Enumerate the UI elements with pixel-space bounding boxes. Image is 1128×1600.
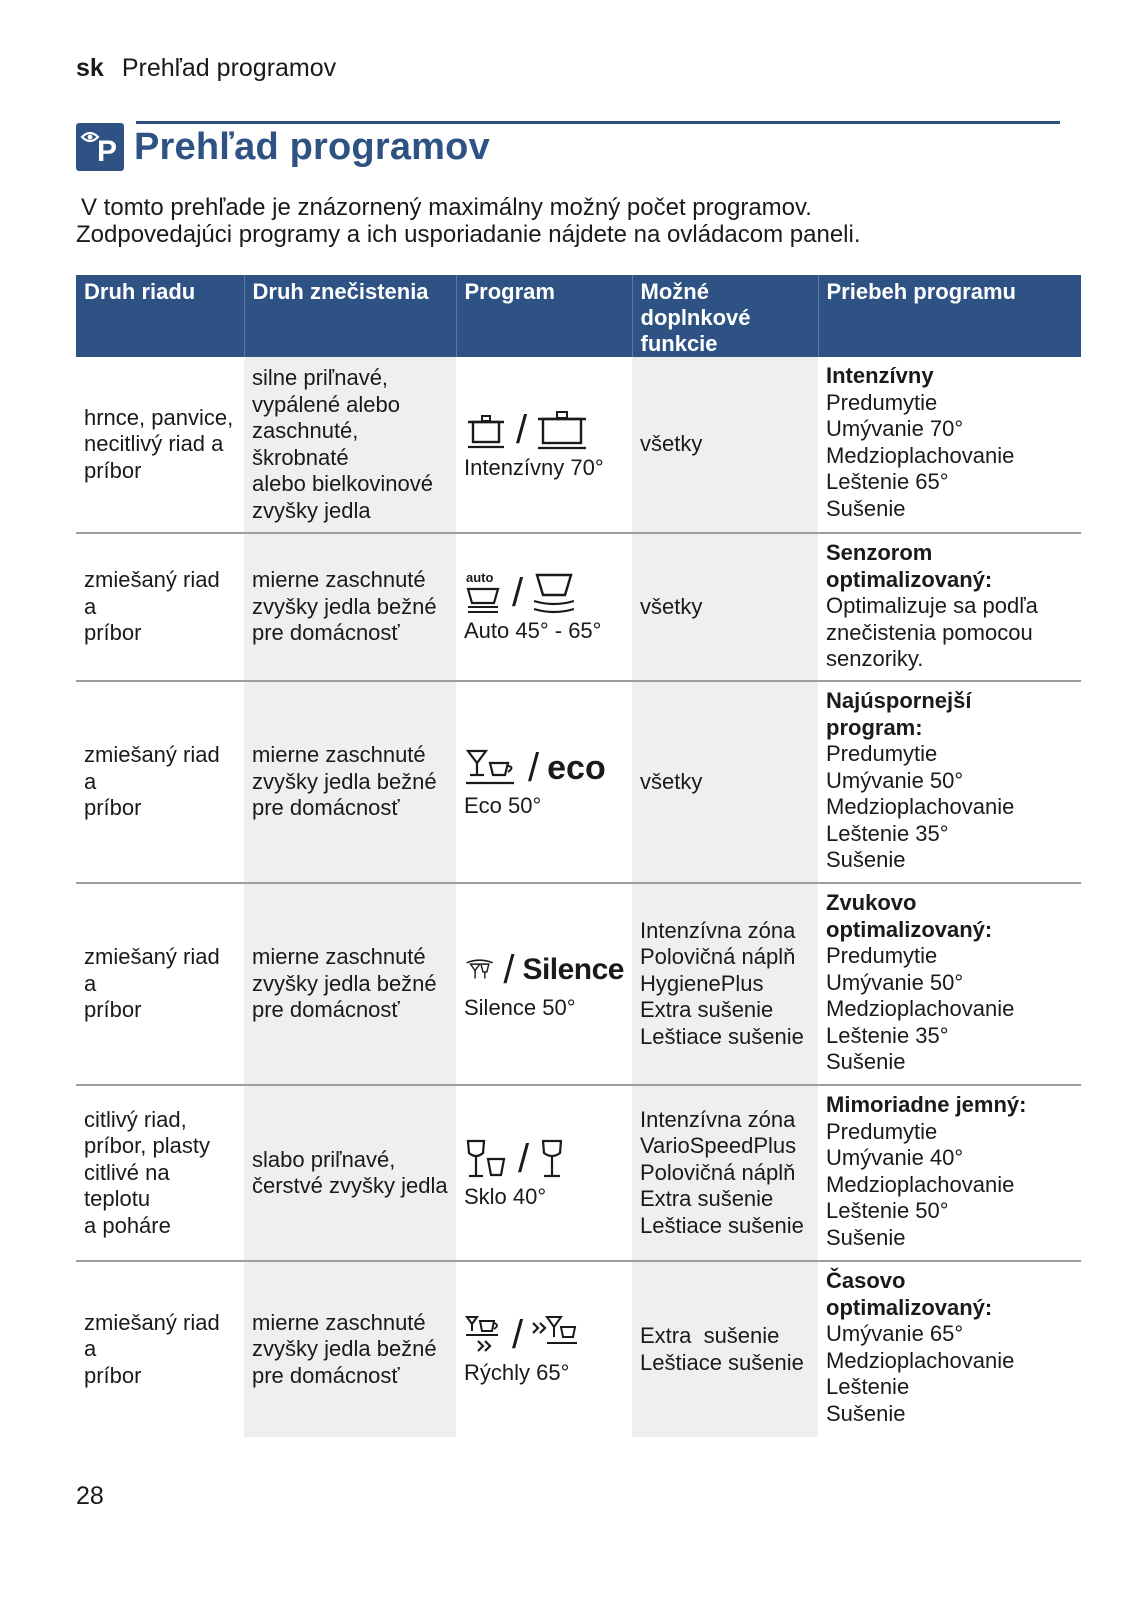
cell-line: Sušenie	[826, 1400, 906, 1426]
page-title: Prehľad programov	[134, 126, 490, 168]
cell-line: zmiešaný riad a	[84, 944, 220, 996]
auto-icon	[464, 571, 504, 615]
cell-line: Extra sušenie	[640, 1186, 774, 1212]
cell-line: zvyšky jedla bežné	[252, 1336, 437, 1362]
svg-text:P: P	[97, 135, 118, 168]
dish-cell	[76, 1261, 244, 1437]
table-row	[76, 681, 1081, 883]
cell-line: pre domácnosť	[252, 997, 400, 1023]
cell-line: Medzioplachovanie	[826, 794, 1015, 819]
functions-cell	[632, 533, 818, 681]
cell-line: HygienePlus	[640, 970, 764, 996]
col-header-course: Priebeh programu	[818, 275, 1081, 357]
cell-line: Leštenie 50°	[826, 1198, 949, 1223]
table-row	[76, 357, 1081, 533]
cell-line: Leštenie 35°	[826, 820, 949, 846]
cell-line: Predumytie	[826, 943, 938, 968]
col-header-program: Program	[456, 275, 632, 357]
program-cell	[456, 357, 632, 533]
cell-line: mierne zaschnuté	[252, 567, 426, 593]
cell-line: príbor	[84, 795, 142, 821]
slash-separator: /	[528, 745, 540, 790]
program-table	[76, 275, 1081, 1437]
slash-separator: /	[503, 947, 515, 992]
cell-line: vypálené alebo	[252, 391, 401, 417]
course-cell	[818, 357, 1081, 533]
course-cell	[818, 1085, 1081, 1261]
glass-cup-icon	[464, 747, 520, 789]
quick-glass-icon	[531, 1313, 581, 1357]
page-number: 28	[76, 1482, 104, 1510]
cell-line: VarioSpeedPlus	[640, 1133, 797, 1159]
cell-line: znečistenia pomocou	[826, 619, 1033, 645]
functions-cell	[632, 883, 818, 1085]
cell-line: príbor	[84, 997, 142, 1023]
silence-glass-icon	[464, 949, 495, 991]
cell-line: pre domácnosť	[252, 1362, 400, 1388]
dish-cell	[76, 681, 244, 883]
eco-label: eco	[547, 748, 606, 787]
cell-line: príbor	[84, 457, 142, 483]
course-cell	[818, 533, 1081, 681]
course-title: Mimoriadne jemný:	[826, 1092, 1027, 1117]
cell-line: zvyšky jedla	[252, 497, 371, 523]
cell-line: Predumytie	[826, 389, 938, 415]
cell-line: slabo priľnavé,	[252, 1146, 396, 1172]
col-header-functions: Možné doplnkové funkcie	[632, 275, 818, 357]
cell-line: Intenzívna zóna	[640, 1106, 796, 1132]
functions-cell	[632, 357, 818, 533]
cell-line: Optimalizuje sa podľa	[826, 593, 1038, 618]
cell-line: zaschnuté, škrobnaté	[252, 418, 359, 470]
cell-line: Umývanie 50°	[826, 767, 964, 793]
course-title: Časovo optimalizovaný:	[826, 1268, 993, 1320]
program-name: Silence 50°	[464, 994, 576, 1020]
language-code: sk	[76, 54, 104, 82]
cell-line: Medzioplachovanie	[826, 442, 1015, 468]
svg-text:auto: auto	[466, 570, 494, 585]
dish-cell	[76, 533, 244, 681]
cell-line: Leštenie 65°	[826, 469, 949, 494]
cell-line: zmiešaný riad a	[84, 567, 220, 619]
cell-line: zmiešaný riad a	[84, 1309, 220, 1362]
header-section: Prehľad programov	[121, 54, 337, 82]
cell-line: Medzioplachovanie	[826, 1347, 1015, 1373]
cell-line: Polovičná náplň	[640, 944, 796, 970]
cell-line: Umývanie 70°	[826, 416, 964, 441]
program-name: Auto 45° - 65°	[464, 617, 602, 643]
functions-cell	[632, 1261, 818, 1437]
cell-line: Leštiace sušenie	[640, 1349, 804, 1375]
silence-label: Silence	[522, 952, 624, 986]
cell-line: príbor	[84, 620, 142, 646]
cell-line: mierne zaschnuté	[252, 1309, 426, 1335]
program-cell	[456, 1261, 632, 1437]
cell-line: zvyšky jedla bežné	[252, 768, 437, 794]
functions-cell	[632, 681, 818, 883]
pot-large-icon	[535, 409, 589, 451]
title-rule	[136, 121, 1060, 124]
program-cell	[456, 883, 632, 1085]
cell-line: Extra sušenie	[640, 997, 774, 1023]
cell-line: Sušenie	[826, 847, 906, 872]
cell-line: Medzioplachovanie	[826, 1171, 1015, 1197]
program-name: Eco 50°	[464, 792, 542, 818]
table-row	[76, 533, 1081, 681]
cell-line: všetky	[640, 593, 703, 619]
cell-line: čerstvé zvyšky jedla	[252, 1173, 448, 1198]
table-row	[76, 1261, 1081, 1437]
cell-line: Extra sušenie	[640, 1323, 780, 1348]
intro-line: Zodpovedajúci programy a ich usporiadanie nájdete na ovládacom paneli.	[76, 221, 861, 248]
slash-separator: /	[518, 1136, 530, 1181]
cell-line: Leštenie	[826, 1374, 910, 1399]
cell-line: Medzioplachovanie	[826, 996, 1015, 1021]
cell-line: hrnce, panvice,	[84, 404, 234, 430]
cell-line: Leštiace sušenie	[640, 1212, 804, 1238]
cell-line: zvyšky jedla bežné	[252, 593, 437, 619]
cell-line: Leštiace sušenie	[640, 1023, 804, 1049]
program-cell	[456, 681, 632, 883]
cell-line: Sušenie	[826, 1224, 906, 1250]
cell-line: príbor	[84, 1362, 142, 1388]
cell-line: príbor, plasty	[84, 1133, 210, 1159]
bowl-icon	[531, 571, 577, 615]
cell-line: citlivé na teplotu	[84, 1159, 170, 1212]
soil-cell	[244, 1261, 456, 1437]
course-title: Intenzívny	[826, 363, 934, 388]
cell-line: Sušenie	[826, 495, 906, 521]
course-cell	[818, 883, 1081, 1085]
soil-cell	[244, 357, 456, 533]
intro-text	[76, 194, 861, 248]
program-name: Sklo 40°	[464, 1183, 547, 1209]
slash-separator: /	[516, 408, 528, 453]
table-row	[76, 1085, 1081, 1261]
soil-cell	[244, 1085, 456, 1261]
slash-separator: /	[512, 1313, 524, 1358]
program-cell	[456, 1085, 632, 1261]
intro-line: V tomto prehľade je znázornený maximálny možný počet programov.	[81, 194, 812, 221]
cell-line: Polovičná náplň	[640, 1159, 796, 1185]
cell-line: citlivý riad,	[84, 1106, 187, 1132]
col-header-soil: Druh znečistenia	[244, 275, 456, 357]
cell-line: mierne zaschnuté	[252, 944, 426, 970]
cell-line: a poháre	[84, 1212, 171, 1238]
cell-line: necitlivý riad a	[84, 431, 224, 457]
cell-line: mierne zaschnuté	[252, 742, 426, 768]
cell-line: Umývanie 50°	[826, 969, 964, 995]
cell-line: alebo bielkovinové	[252, 471, 434, 496]
quick-cup-icon	[464, 1313, 504, 1357]
cell-line: všetky	[640, 431, 703, 457]
functions-cell	[632, 1085, 818, 1261]
wineglass-icon	[537, 1137, 567, 1181]
cell-line: senzoriky.	[826, 646, 924, 671]
table-header-row	[76, 275, 1081, 357]
cell-line: Sušenie	[826, 1049, 906, 1074]
cell-line: zmiešaný riad a	[84, 742, 220, 794]
cell-line: zvyšky jedla bežné	[252, 970, 437, 996]
course-cell	[818, 1261, 1081, 1437]
course-title: Zvukovo optimalizovaný:	[826, 890, 993, 942]
cell-line: Leštenie 35°	[826, 1022, 949, 1048]
cell-line: Predumytie	[826, 741, 938, 766]
cell-line: pre domácnosť	[252, 620, 400, 646]
cell-line: Umývanie 40°	[826, 1145, 964, 1170]
program-name: Rýchly 65°	[464, 1360, 570, 1386]
wineglass-cup-icon	[464, 1137, 510, 1181]
course-cell	[818, 681, 1081, 883]
running-header	[76, 54, 336, 83]
soil-cell	[244, 681, 456, 883]
program-p-icon	[76, 123, 124, 171]
program-cell	[456, 533, 632, 681]
col-header-dish: Druh riadu	[76, 275, 244, 357]
table-row	[76, 883, 1081, 1085]
program-name: Intenzívny 70°	[464, 455, 604, 481]
dish-cell	[76, 357, 244, 533]
soil-cell	[244, 883, 456, 1085]
cell-line: Umývanie 65°	[826, 1321, 964, 1346]
cell-line: Intenzívna zóna	[640, 917, 796, 943]
cell-line: pre domácnosť	[252, 795, 400, 821]
cell-line: silne priľnavé,	[252, 365, 389, 390]
pot-icon	[464, 410, 508, 450]
course-title: Najúspornejší program:	[826, 688, 972, 740]
slash-separator: /	[512, 570, 524, 615]
soil-cell	[244, 533, 456, 681]
course-title: Senzorom optimalizovaný:	[826, 540, 993, 592]
dish-cell	[76, 1085, 244, 1261]
cell-line: všetky	[640, 768, 703, 794]
cell-line: Predumytie	[826, 1118, 938, 1144]
dish-cell	[76, 883, 244, 1085]
